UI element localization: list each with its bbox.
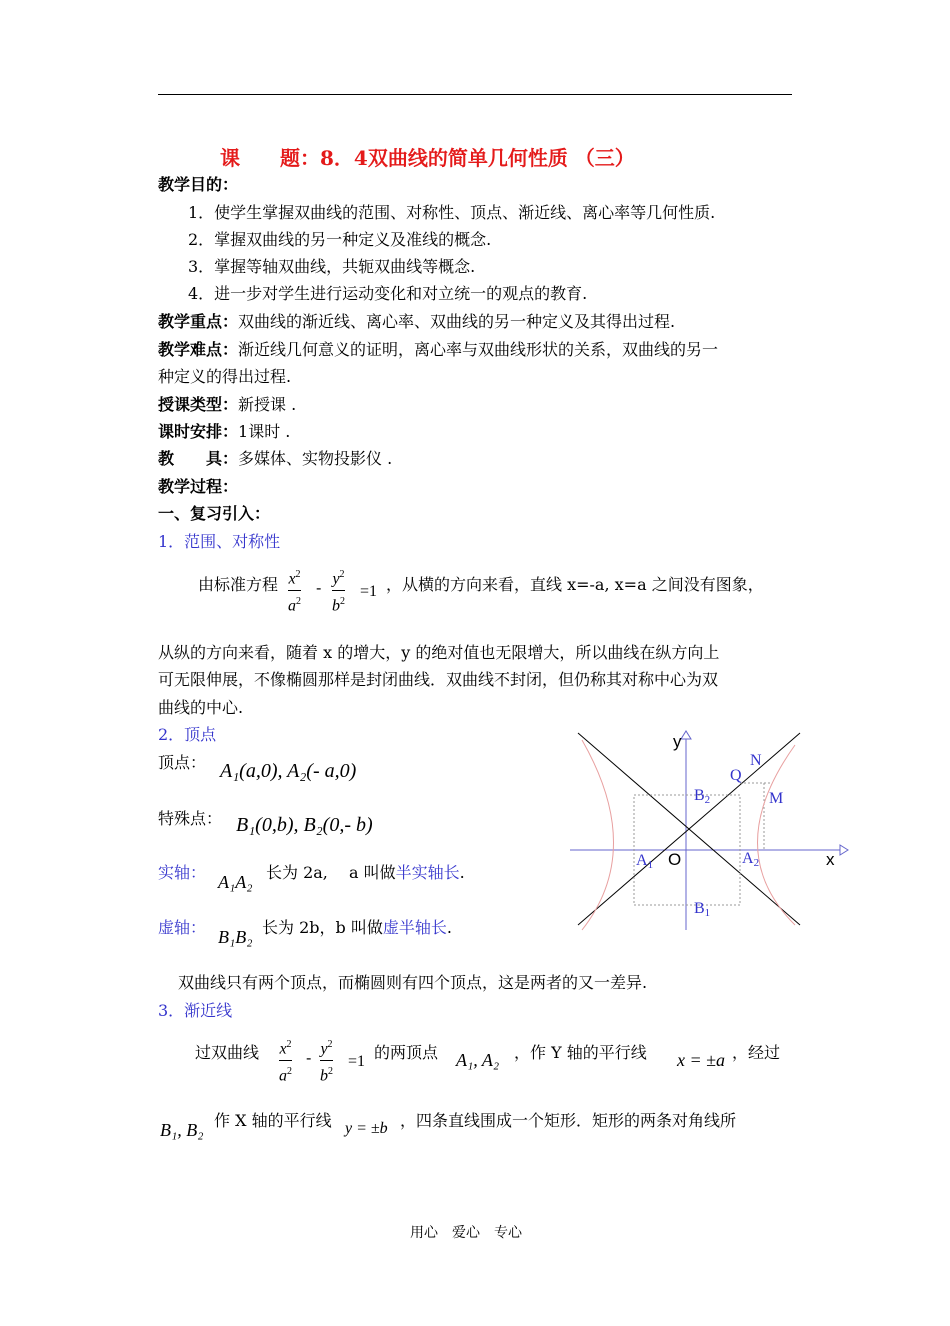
para3-pre: 过双曲线 — [195, 1043, 260, 1062]
tools-label: 教 具： — [158, 449, 239, 468]
label-b1: B1 — [694, 900, 711, 919]
imag-axis-desc: 长为 2b，b 叫做 — [262, 918, 383, 937]
tools-text: 多媒体、实物投影仪 . — [238, 449, 393, 468]
period: . — [446, 918, 452, 937]
lesson-title: 课 题：8．4双曲线的简单几何性质 （三） — [220, 146, 635, 170]
schedule-text: 1课时 . — [238, 422, 291, 441]
label-m: M — [769, 790, 784, 807]
lesson-type — [158, 392, 296, 415]
x-axis-label: x — [826, 850, 835, 869]
period: . — [459, 863, 465, 882]
fraction-x2-a2: $x^2$ $a^2$ — [279, 1039, 292, 1085]
difficulties-label: 教学难点： — [158, 340, 239, 359]
origin-label: O — [668, 850, 682, 869]
y-axis-arrow — [681, 731, 691, 739]
equals-one: =1 — [348, 1053, 366, 1070]
label-q: Q — [730, 767, 742, 784]
fraction-x2-a2: $x^2$ $a^2$ — [288, 569, 301, 615]
tools — [158, 446, 392, 469]
hyperbola-figure — [570, 725, 850, 935]
schedule-label: 课时安排： — [158, 422, 239, 441]
label-a1: A1 — [636, 852, 654, 871]
difficulties-text: 渐近线几何意义的证明，离心率与双曲线形状的关系，双曲线的另一 — [238, 340, 719, 359]
minus-sign: - — [306, 1048, 312, 1067]
objectives-label: 教学目的： — [158, 175, 239, 194]
key-points-label: 教学重点： — [158, 312, 239, 331]
real-axis-symbol: A₁A₂ — [218, 872, 253, 892]
subsection-asymptotes: 3．渐近线 — [158, 1001, 233, 1020]
imag-axis-symbol: B₁B₂ — [218, 927, 253, 947]
imag-axis-label: 虚轴： — [158, 918, 207, 937]
para3-end: ，四条直线围成一个矩形．矩形的两条对角线所 — [400, 1111, 737, 1130]
subsection-range-symmetry: 1．范围、对称性 — [158, 532, 281, 551]
para1-pre: 由标准方程 — [198, 575, 279, 594]
difficulties — [158, 337, 718, 360]
difficulties-text-cont: 种定义的得出过程. — [158, 367, 292, 386]
process-label: 教学过程： — [158, 477, 239, 496]
objective-item: 1．使学生掌握双曲线的范围、对称性、顶点、渐近线、离心率等几何性质. — [188, 203, 716, 222]
real-axis-desc: 长为 2a, a 叫做 — [266, 863, 396, 882]
header-rule — [158, 94, 792, 95]
vertex-formula: A₁(a,0), A₂(- a,0) — [220, 760, 357, 782]
semi-real-axis-link[interactable]: 半实轴长 — [395, 863, 460, 882]
semi-imag-axis-link[interactable]: 虚半轴长 — [382, 918, 447, 937]
key-points — [158, 309, 675, 332]
minus-sign: - — [316, 578, 322, 597]
y-axis-label: y — [673, 732, 682, 751]
fraction-y2-b2: $y^2$ $b^2$ — [320, 1039, 333, 1085]
page-footer: 用心 爱心 专心 — [410, 1225, 522, 1241]
special-label: 特殊点： — [158, 809, 223, 828]
subsection-vertices: 2．顶点 — [158, 725, 217, 744]
points-a1-a2: A₁, A₂ — [456, 1050, 500, 1070]
lesson-type-text: 新授课 . — [238, 395, 297, 414]
vertex-note: 双曲线只有两个顶点，而椭圆则有四个顶点，这是两者的又一差异. — [178, 973, 648, 992]
para1-line2: 从纵的方向来看，随着 x 的增大，y 的绝对值也无限增大，所以曲线在纵方向上 — [158, 643, 720, 662]
hyperbola-right-branch — [758, 745, 796, 925]
imag-axis-text — [262, 915, 452, 938]
para1-line4: 曲线的中心. — [158, 698, 244, 717]
key-points-text: 双曲线的渐近线、离心率、双曲线的另一种定义及其得出过程. — [238, 312, 676, 331]
real-axis-label: 实轴： — [158, 863, 207, 882]
equals-one: =1 — [360, 583, 378, 600]
eq-x-pm-a: x = ±a — [677, 1050, 726, 1070]
real-axis-text — [266, 860, 465, 883]
para1-line3: 可无限伸展，不像椭圆那样是封闭曲线．双曲线不封闭，但仍称其对称中心为双 — [158, 670, 719, 689]
x-axis-arrow — [840, 845, 848, 855]
label-a2: A2 — [742, 850, 760, 869]
hyperbola-left-branch — [582, 740, 614, 930]
objective-item: 4．进一步对学生进行运动变化和对立统一的观点的教育. — [188, 284, 588, 303]
vertex-label: 顶点： — [158, 753, 207, 772]
label-n: N — [750, 752, 762, 769]
lesson-type-label: 授课类型： — [158, 395, 239, 414]
section-heading: 一、复习引入： — [158, 504, 271, 523]
para3-mid2: ，作 Y 轴的平行线 — [514, 1043, 647, 1062]
label-b2: B2 — [694, 787, 711, 806]
objective-item: 3．掌握等轴双曲线，共轭双曲线等概念. — [188, 257, 476, 276]
para3-mid4: 作 X 轴的平行线 — [214, 1111, 332, 1130]
eq-y-pm-b: y = ±b — [345, 1120, 388, 1137]
para3-mid: 的两顶点 — [374, 1043, 439, 1062]
fraction-y2-b2: $y^2$ $b^2$ — [332, 569, 345, 615]
objective-item: 2．掌握双曲线的另一种定义及准线的概念. — [188, 230, 492, 249]
special-formula: B₁(0,b), B₂(0,- b) — [236, 814, 373, 836]
para3-mid3: ，经过 — [732, 1043, 781, 1062]
points-b1-b2: B₁, B₂ — [160, 1120, 204, 1140]
schedule — [158, 419, 290, 442]
para1-post: ，从横的方向来看，直线 x=-a, x=a 之间没有图象， — [386, 575, 764, 594]
